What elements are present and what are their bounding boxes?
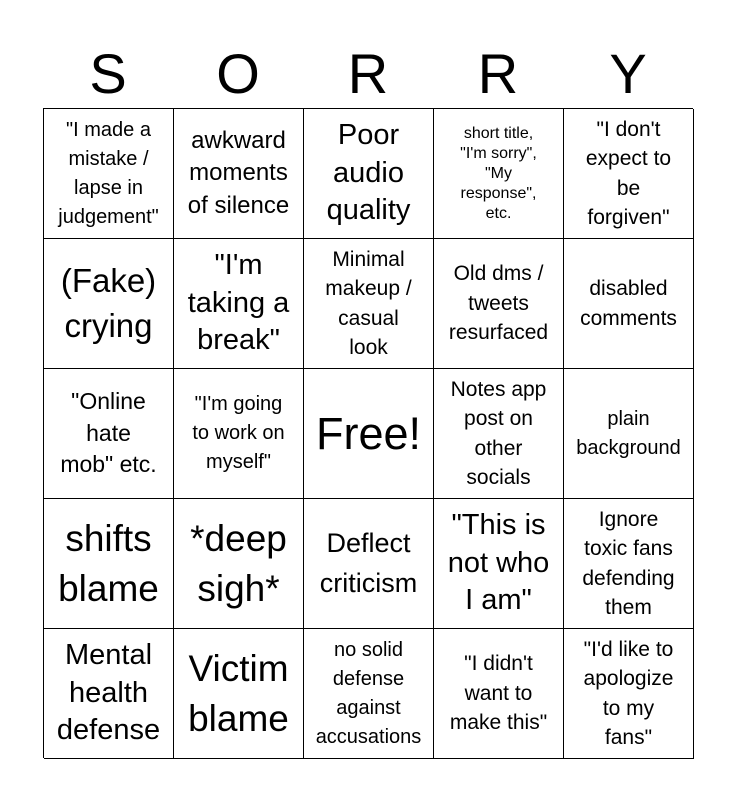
cell-text: short title, "I'm sorry", "My response", etc. bbox=[460, 124, 537, 222]
header-letter-o: O bbox=[216, 42, 260, 105]
cell-text: "This is not who I am" bbox=[447, 508, 550, 617]
cell-text: plain background bbox=[576, 407, 681, 459]
cell-text: Minimal makeup / casual look bbox=[325, 247, 412, 359]
bingo-cell[interactable] bbox=[304, 629, 434, 759]
cell-text: (Fake) crying bbox=[60, 261, 157, 344]
bingo-cell[interactable] bbox=[174, 629, 304, 759]
bingo-board bbox=[43, 108, 693, 758]
cell-text: shifts blame bbox=[58, 517, 159, 609]
cell-text: awkward moments of silence bbox=[187, 126, 290, 219]
cell-text: Free! bbox=[315, 407, 422, 459]
bingo-cell[interactable] bbox=[174, 499, 304, 629]
cell-text: Mental health defense bbox=[56, 638, 161, 747]
bingo-cell[interactable] bbox=[44, 109, 174, 239]
cell-text: Poor audio quality bbox=[326, 118, 411, 227]
bingo-cell[interactable] bbox=[304, 499, 434, 629]
bingo-cell[interactable] bbox=[434, 239, 564, 369]
bingo-cell[interactable] bbox=[434, 109, 564, 239]
header-letter-y: Y bbox=[609, 42, 647, 105]
cell-text: Ignore toxic fans defending them bbox=[582, 507, 675, 619]
bingo-cell[interactable] bbox=[564, 109, 694, 239]
header-letter-s: S bbox=[89, 42, 127, 105]
bingo-cell[interactable] bbox=[304, 239, 434, 369]
bingo-cell[interactable] bbox=[44, 369, 174, 499]
bingo-header bbox=[43, 40, 693, 108]
bingo-cell[interactable] bbox=[564, 369, 694, 499]
cell-text: no solid defense against accusations bbox=[315, 638, 422, 748]
cell-text: *deep sigh* bbox=[190, 517, 287, 609]
cell-text: "I don't expect to be forgiven" bbox=[585, 117, 672, 229]
bingo-cell[interactable] bbox=[44, 629, 174, 759]
cell-text: Victim blame bbox=[188, 647, 289, 739]
cell-text: Deflect criticism bbox=[319, 528, 418, 598]
bingo-cell[interactable] bbox=[174, 369, 304, 499]
cell-text: disabled comments bbox=[580, 277, 677, 330]
free-cell[interactable] bbox=[304, 369, 434, 499]
cell-text: "I didn't want to make this" bbox=[449, 652, 548, 735]
cell-text: Old dms / tweets resurfaced bbox=[448, 262, 549, 345]
bingo-cell[interactable] bbox=[434, 499, 564, 629]
bingo-cell[interactable] bbox=[304, 109, 434, 239]
header-letter-r-2: R bbox=[477, 42, 519, 105]
bingo-cell[interactable] bbox=[174, 109, 304, 239]
cell-text: Notes app post on other socials bbox=[450, 377, 547, 489]
bingo-cell[interactable] bbox=[564, 499, 694, 629]
cell-text: "Online hate mob" etc. bbox=[60, 387, 157, 478]
bingo-cell[interactable] bbox=[44, 499, 174, 629]
header-letter-r: R bbox=[347, 42, 389, 105]
cell-text: "I'm going to work on myself" bbox=[192, 393, 285, 473]
cell-text: "I'm taking a break" bbox=[187, 248, 290, 357]
bingo-cell[interactable] bbox=[434, 629, 564, 759]
bingo-cell[interactable] bbox=[44, 239, 174, 369]
bingo-cell[interactable] bbox=[564, 239, 694, 369]
cell-text: "I made a mistake / lapse in judgement" bbox=[58, 118, 159, 228]
bingo-cell[interactable] bbox=[174, 239, 304, 369]
bingo-cell[interactable] bbox=[564, 629, 694, 759]
bingo-cell[interactable] bbox=[434, 369, 564, 499]
cell-text: "I'd like to apologize to my fans" bbox=[583, 637, 674, 749]
